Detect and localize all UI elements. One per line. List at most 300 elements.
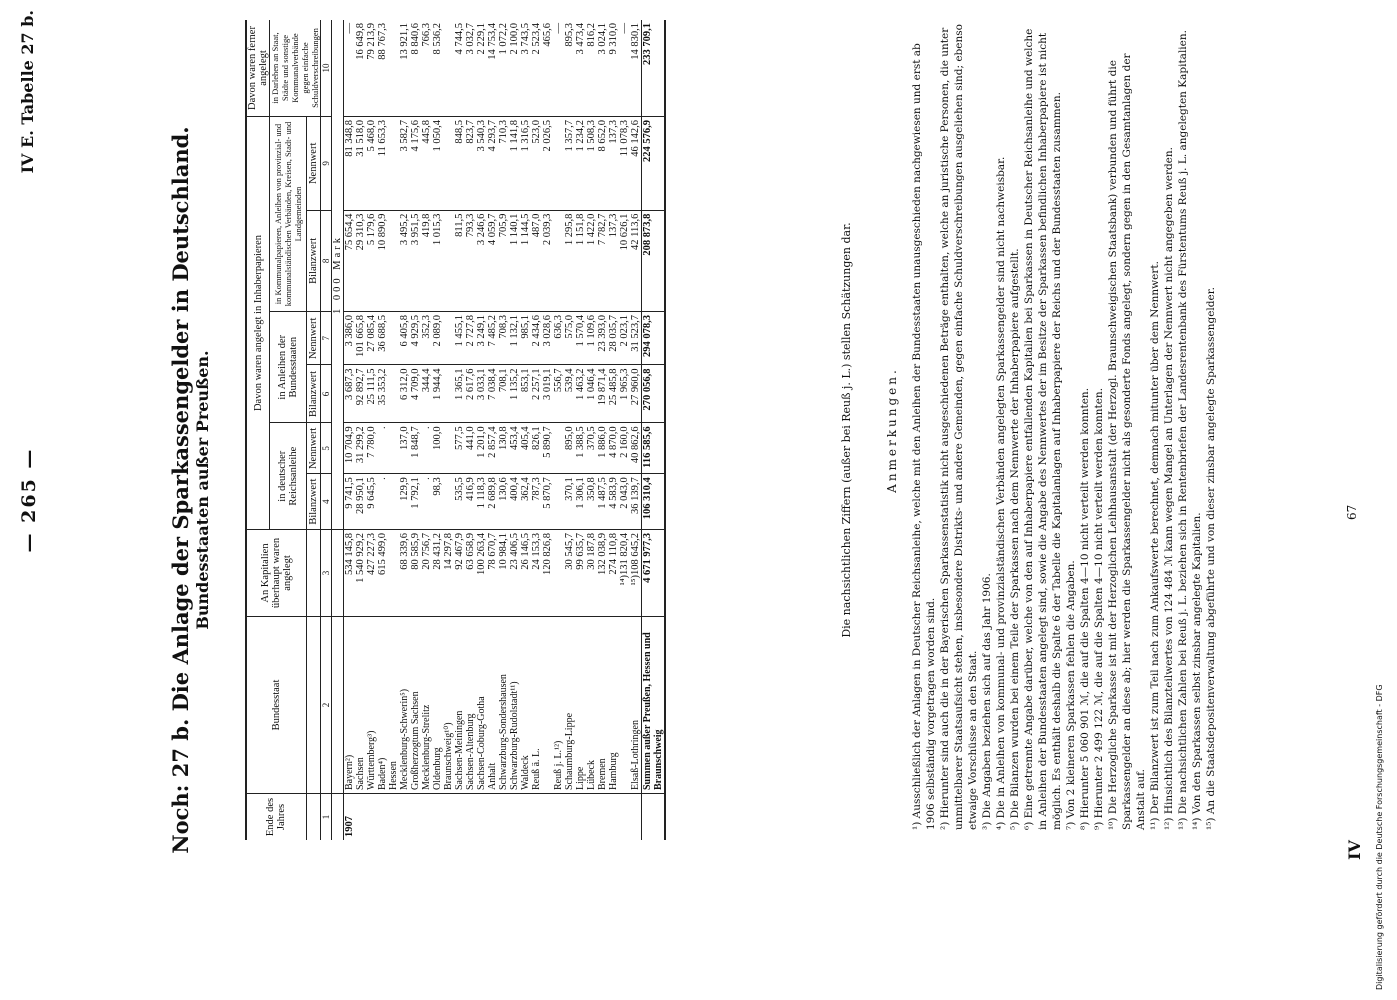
year-cell: 1907 bbox=[344, 816, 355, 837]
state-cell: Baden⁴) bbox=[377, 617, 388, 794]
col-number: 10 bbox=[321, 20, 332, 117]
value-cell: 708,1 bbox=[498, 365, 509, 423]
year-cell bbox=[597, 794, 608, 841]
value-cell: 2 617,6 bbox=[465, 365, 476, 423]
value-cell: 2 039,3 bbox=[542, 210, 553, 311]
col-number: 5 bbox=[321, 423, 332, 474]
value-cell: 615 499,0 bbox=[377, 530, 388, 617]
value-cell: 362,4 bbox=[520, 474, 531, 530]
col-number: 3 bbox=[321, 530, 332, 617]
value-cell: — bbox=[553, 20, 564, 117]
value-cell: 11 078,3 bbox=[619, 117, 630, 211]
value-cell bbox=[553, 530, 564, 617]
value-cell bbox=[388, 365, 399, 423]
value-cell: 4 929,5 bbox=[410, 312, 421, 365]
value-cell: 352,3 bbox=[421, 312, 432, 365]
value-cell: 3 246,6 bbox=[476, 210, 487, 311]
value-cell: 10 626,1 bbox=[619, 210, 630, 311]
value-cell: 100 263,4 bbox=[476, 530, 487, 617]
year-cell bbox=[355, 794, 366, 841]
value-cell: 78 670,7 bbox=[487, 530, 498, 617]
value-cell: 1 140,1 bbox=[509, 210, 520, 311]
value-cell: 1 132,1 bbox=[509, 312, 520, 365]
value-cell: 2 857,4 bbox=[487, 423, 498, 474]
year-cell bbox=[487, 794, 498, 841]
value-cell: 4 293,7 bbox=[487, 117, 498, 211]
value-cell bbox=[443, 312, 454, 365]
value-cell: 895,3 bbox=[564, 20, 575, 117]
state-cell: Reuß ä. L. bbox=[531, 617, 542, 794]
table-row bbox=[575, 20, 586, 840]
value-cell: 2 257,1 bbox=[531, 365, 542, 423]
value-cell: 137,3 bbox=[608, 117, 619, 211]
year-cell bbox=[608, 794, 619, 841]
sum-value-cell: 233 709,1 bbox=[642, 20, 666, 117]
table-row bbox=[630, 20, 642, 840]
table-row bbox=[377, 20, 388, 840]
state-cell: Anhalt bbox=[487, 617, 498, 794]
footnote: ¹²) Hinsichtlich des Bilanzteilwertes von 124 484 ℳ kann wegen Mangel an Unterlagen der Nennwert nicht angegeben werden. bbox=[1163, 147, 1175, 830]
page-number: — 265 — bbox=[18, 447, 40, 553]
value-cell: 88 767,3 bbox=[377, 20, 388, 117]
value-cell: 130,8 bbox=[498, 423, 509, 474]
table-row bbox=[564, 20, 575, 840]
value-cell: 2 689,8 bbox=[487, 474, 498, 530]
value-cell: 27 960,0 bbox=[630, 365, 642, 423]
value-cell: 30 187,8 bbox=[586, 530, 597, 617]
value-cell bbox=[443, 210, 454, 311]
value-cell: 5 870,7 bbox=[542, 474, 553, 530]
value-cell: 13 921,1 bbox=[399, 20, 410, 117]
col-state-header: Bundesstaat bbox=[246, 617, 306, 794]
value-cell: 8 840,6 bbox=[410, 20, 421, 117]
value-cell: 2 023,1 bbox=[619, 312, 630, 365]
value-cell: 1 570,4 bbox=[575, 312, 586, 365]
estimate-note: Die nachsichtlichen Ziffern (außer bei Reuß j. L.) stellen Schätzungen dar. bbox=[840, 222, 853, 638]
year-cell bbox=[432, 794, 443, 841]
value-cell: 4 870,0 bbox=[608, 423, 619, 474]
value-cell: 1 151,8 bbox=[575, 210, 586, 311]
nenn-label: Nennwert bbox=[306, 117, 320, 211]
value-cell: 350,8 bbox=[586, 474, 597, 530]
year-cell bbox=[465, 794, 476, 841]
value-cell: 2 100,0 bbox=[509, 20, 520, 117]
value-cell: 7 780,0 bbox=[366, 423, 377, 474]
value-cell: 793,3 bbox=[465, 210, 476, 311]
value-cell: 137,3 bbox=[608, 210, 619, 311]
value-cell: 46 142,6 bbox=[630, 117, 642, 211]
value-cell: 63 658,9 bbox=[465, 530, 476, 617]
col10-header: in Darlehen an Staat, Städte und sonstige Kommunalverbände gegen einfache Schuldverschreibungen bbox=[270, 20, 321, 117]
value-cell bbox=[388, 117, 399, 211]
year-cell bbox=[410, 794, 421, 841]
value-cell: 2 229,1 bbox=[476, 20, 487, 117]
value-cell: 27 085,4 bbox=[366, 312, 377, 365]
value-cell: 708,3 bbox=[498, 312, 509, 365]
footnote: ⁹) Hierunter 2 499 122 ℳ, die auf die Spalten 4—10 nicht verteilt werden konnten. bbox=[1093, 387, 1105, 830]
unit-label: 1 000 Mark bbox=[332, 20, 344, 530]
value-cell bbox=[443, 365, 454, 423]
value-cell: 816,2 bbox=[586, 20, 597, 117]
value-cell: 5 890,7 bbox=[542, 423, 553, 474]
table-row bbox=[619, 20, 630, 840]
value-cell: 1 050,4 bbox=[432, 117, 443, 211]
value-cell: 1 316,5 bbox=[520, 117, 531, 211]
value-cell: 400,4 bbox=[509, 474, 520, 530]
value-cell: 23 393,0 bbox=[597, 312, 608, 365]
table-row bbox=[597, 20, 608, 840]
value-cell: 1 944,4 bbox=[432, 365, 443, 423]
state-cell: Lippe bbox=[575, 617, 586, 794]
value-cell bbox=[443, 20, 454, 117]
value-cell: 5 179,6 bbox=[366, 210, 377, 311]
value-cell: 75 654,4 bbox=[344, 210, 356, 311]
sum-value-cell: 224 576,9 bbox=[642, 117, 666, 211]
year-cell bbox=[564, 794, 575, 841]
value-cell: 3 495,2 bbox=[399, 210, 410, 311]
value-cell: 710,3 bbox=[498, 117, 509, 211]
year-cell bbox=[520, 794, 531, 841]
value-cell: 20 756,7 bbox=[421, 530, 432, 617]
value-cell: 4 744,5 bbox=[454, 20, 465, 117]
state-cell: Bayern²) bbox=[344, 617, 356, 794]
year-cell bbox=[575, 794, 586, 841]
table-code: IV E. Tabelle 27 b. bbox=[18, 10, 37, 174]
sum-value-cell: 4 671 977,3 bbox=[642, 530, 666, 617]
value-cell: 465,6 bbox=[542, 20, 553, 117]
col-number: 7 bbox=[321, 312, 332, 365]
footnote: ¹³) Die nachsichtlichen Zahlen bei Reuß j. L. beziehen sich in Rentenbriefen der Landesrentenbank des Fürstentums Reuß j. L. angelegten Kapitalien. bbox=[1177, 30, 1189, 830]
state-cell: Elsaß-Lothringen bbox=[630, 617, 642, 794]
state-cell: Reuß j. L.¹²) bbox=[553, 617, 564, 794]
table-row bbox=[355, 20, 366, 840]
value-cell: 1 365,1 bbox=[454, 365, 465, 423]
table-row bbox=[608, 20, 619, 840]
value-cell: 14 830,1 bbox=[630, 20, 642, 117]
value-cell: 36 139,7 bbox=[630, 474, 642, 530]
value-cell: 823,7 bbox=[465, 117, 476, 211]
value-cell: 1 118,3 bbox=[476, 474, 487, 530]
value-cell: 1 388,5 bbox=[575, 423, 586, 474]
value-cell: 8 536,2 bbox=[432, 20, 443, 117]
state-cell: Schaumburg-Lippe bbox=[564, 617, 575, 794]
dfg-credit: Digitalisierung gefördert durch die Deutsche Forschungsgemeinschaft - DFG bbox=[1375, 684, 1384, 990]
value-cell: 16 649,8 bbox=[355, 20, 366, 117]
value-cell: 1 306,1 bbox=[575, 474, 586, 530]
value-cell: 2 043,0 bbox=[619, 474, 630, 530]
value-cell: — bbox=[619, 20, 630, 117]
state-cell: Württemberg³) bbox=[366, 617, 377, 794]
page-subtitle: Bundesstaaten außer Preußen. bbox=[193, 350, 212, 630]
value-cell: 848,5 bbox=[454, 117, 465, 211]
value-cell: 3 951,5 bbox=[410, 210, 421, 311]
value-cell: 3 687,3 bbox=[344, 365, 356, 423]
value-cell: 1 848,7 bbox=[410, 423, 421, 474]
value-cell: 9 645,5 bbox=[366, 474, 377, 530]
value-cell: 7 782,7 bbox=[597, 210, 608, 311]
value-cell: 1 508,3 bbox=[586, 117, 597, 211]
value-cell: 3 032,7 bbox=[465, 20, 476, 117]
value-cell: 9 310,0 bbox=[608, 20, 619, 117]
value-cell: ¹⁵)108 645,2 bbox=[630, 530, 642, 617]
value-cell: 556,7 bbox=[553, 365, 564, 423]
col-number: 4 bbox=[321, 474, 332, 530]
year-cell bbox=[642, 794, 666, 841]
bilanz-label: Bilanzwert bbox=[306, 365, 320, 423]
value-cell: 636,3 bbox=[553, 312, 564, 365]
value-cell: 3 582,7 bbox=[399, 117, 410, 211]
footnote: ¹⁰) Die Herzogliche Sparkasse ist mit der Herzoglichen Leihhausanstalt (der Herzogl. Braunschweigischen Staatsbank) verbunden und führt die Sparkassengelder an diese ab; hier werden die Sparkassengelder nicht als gesonderte Fonds angelegt, sondern gegen in den Gesamtanlagen der Anstalt auf. bbox=[1107, 53, 1147, 830]
value-cell: 1 463,2 bbox=[575, 365, 586, 423]
value-cell bbox=[388, 423, 399, 474]
table-row bbox=[388, 20, 399, 840]
footnote: ⁵) Die Bilanzen wurden bei einem Teile der Sparkassen nach dem Nennwerte der Inhaberpapiere aufgestellt. bbox=[1009, 248, 1021, 830]
sum-value-cell: 294 078,3 bbox=[642, 312, 666, 365]
value-cell: 453,4 bbox=[509, 423, 520, 474]
value-cell: 80 585,9 bbox=[410, 530, 421, 617]
value-cell: 1 135,2 bbox=[509, 365, 520, 423]
year-cell bbox=[498, 794, 509, 841]
state-cell: Mecklenburg-Strelitz bbox=[421, 617, 432, 794]
state-cell bbox=[542, 617, 553, 794]
table-row bbox=[432, 20, 443, 840]
state-cell: Großherzogtum Sachsen bbox=[410, 617, 421, 794]
value-cell: 81 348,8 bbox=[344, 117, 356, 211]
footnote: ⁴) Die in Anleihen von kommunal- und provinzialständischen Verbänden angelegten Sparkassengelder sind nicht nachweisbar. bbox=[995, 156, 1007, 830]
sum-row bbox=[642, 20, 666, 840]
value-cell: 416,9 bbox=[465, 474, 476, 530]
page-title: Noch: 27 b. Die Anlage der Sparkassengelder in Deutschland. bbox=[168, 126, 193, 854]
value-cell: 3 033,1 bbox=[476, 365, 487, 423]
state-cell: Sachsen-Altenburg bbox=[465, 617, 476, 794]
value-cell: 68 339,6 bbox=[399, 530, 410, 617]
value-cell: 1 886,0 bbox=[597, 423, 608, 474]
savings-table bbox=[245, 20, 666, 840]
table-row bbox=[443, 20, 454, 840]
table-row bbox=[487, 20, 498, 840]
footer-section: IV bbox=[1345, 840, 1364, 860]
year-cell bbox=[421, 794, 432, 841]
col-total-header: An Kapitalien überhaupt waren angelegt bbox=[246, 530, 306, 617]
value-cell: 370,5 bbox=[586, 423, 597, 474]
state-cell: Schwarzburg-Sondershausen bbox=[498, 617, 509, 794]
footnote: ⁶) Eine getrennte Angabe darüber, welche von den auf Inhaberpapiere entfallenden Kapitalien bei Sparkassen in Deutscher Reichsanleihe und welche in Anleihen der Bundesstaaten angelegt sind, sowie die Angabe des Nennwertes der im Besitze der Sparkassen befindlichen Inhaberpapiere ist nicht möglich. Es enthält deshalb die Spalte 6 der Tabelle die Kapitalanlagen auf Inhaberpapiere der Reichs und der Bundesstaaten zusammen. bbox=[1023, 28, 1063, 830]
value-cell: 2 523,4 bbox=[531, 20, 542, 117]
value-cell bbox=[553, 423, 564, 474]
state-cell: Sachsen-Coburg-Gotha bbox=[476, 617, 487, 794]
value-cell: 99 635,7 bbox=[575, 530, 586, 617]
col-number: 6 bbox=[321, 365, 332, 423]
col-state-loans-header: in Anleihen der Bundesstaaten bbox=[270, 312, 307, 423]
value-cell: 42 113,6 bbox=[630, 210, 642, 311]
value-cell bbox=[553, 210, 564, 311]
value-cell: 10 890,9 bbox=[377, 210, 388, 311]
value-cell bbox=[388, 530, 399, 617]
year-cell bbox=[553, 794, 564, 841]
value-cell bbox=[553, 474, 564, 530]
table-row bbox=[520, 20, 531, 840]
table-row bbox=[366, 20, 377, 840]
value-cell: 92 892,7 bbox=[355, 365, 366, 423]
table-row bbox=[421, 20, 432, 840]
value-cell: 853,1 bbox=[520, 365, 531, 423]
value-cell: 1 965,3 bbox=[619, 365, 630, 423]
year-cell bbox=[388, 794, 399, 841]
value-cell: 98,3 bbox=[432, 474, 443, 530]
table-row bbox=[553, 20, 564, 840]
year-cell bbox=[542, 794, 553, 841]
table-row bbox=[476, 20, 487, 840]
value-cell bbox=[388, 474, 399, 530]
value-cell: 7 038,4 bbox=[487, 365, 498, 423]
state-cell: Mecklenburg-Schwerin⁵) bbox=[399, 617, 410, 794]
value-cell: 10 984,1 bbox=[498, 530, 509, 617]
value-cell bbox=[388, 312, 399, 365]
sum-value-cell: 270 056,8 bbox=[642, 365, 666, 423]
value-cell: 1 201,0 bbox=[476, 423, 487, 474]
value-cell: 25 111,5 bbox=[366, 365, 377, 423]
state-cell: Bremen bbox=[597, 617, 608, 794]
value-cell: 539,4 bbox=[564, 365, 575, 423]
value-cell: 427 227,3 bbox=[366, 530, 377, 617]
footnote: ¹¹) Der Bilanzwert ist zum Teil nach zum Ankaufswerte berechnet, demnach mitunter über dem Nennwert. bbox=[1149, 261, 1161, 830]
value-cell: 487,0 bbox=[531, 210, 542, 311]
value-cell: 10 704,9 bbox=[344, 423, 356, 474]
value-cell bbox=[553, 117, 564, 211]
value-cell: 4 583,9 bbox=[608, 474, 619, 530]
value-cell: 23 406,5 bbox=[509, 530, 520, 617]
value-cell: 2 160,0 bbox=[619, 423, 630, 474]
value-cell: 25 485,8 bbox=[608, 365, 619, 423]
value-cell: 826,1 bbox=[531, 423, 542, 474]
year-cell bbox=[454, 794, 465, 841]
value-cell: 3 249,1 bbox=[476, 312, 487, 365]
value-cell: 26 146,5 bbox=[520, 530, 531, 617]
state-cell: Hamburg bbox=[608, 617, 619, 794]
value-cell: 6 405,8 bbox=[399, 312, 410, 365]
value-cell: 6 312,0 bbox=[399, 365, 410, 423]
value-cell: 535,5 bbox=[454, 474, 465, 530]
value-cell: 895,0 bbox=[564, 423, 575, 474]
year-cell bbox=[366, 794, 377, 841]
value-cell: 1 357,7 bbox=[564, 117, 575, 211]
value-cell: 1 455,1 bbox=[454, 312, 465, 365]
footnote: ²) Hierunter sind auch die in der Bayerischen Sparkassenstatistik nicht ausgeschiedenen Beträge enthalten, welche an juristische Personen, die unter unmittelbarer Staatsaufsicht stehen, insbesondere Distrikts- und andere Gemeinden, gegen einfache Schuldverschreibungen ausgeliehen sind; ebenso etwaige Vorschüsse an den Staat. bbox=[939, 24, 979, 830]
col10-top-header: Davon waren ferner angelegt bbox=[246, 20, 270, 117]
footnote: ³) Die Angaben beziehen sich auf das Jahr 1906. bbox=[981, 573, 993, 830]
value-cell: 811,5 bbox=[454, 210, 465, 311]
value-cell: 2 089,0 bbox=[432, 312, 443, 365]
year-cell bbox=[399, 794, 410, 841]
value-cell: 4 709,0 bbox=[410, 365, 421, 423]
footer-number: 67 bbox=[1345, 504, 1359, 520]
table-row bbox=[344, 20, 356, 840]
table-row bbox=[465, 20, 476, 840]
value-cell: 40 862,6 bbox=[630, 423, 642, 474]
state-cell: Schwarzburg-Rudolstadt¹¹) bbox=[509, 617, 520, 794]
value-cell: 2 727,8 bbox=[465, 312, 476, 365]
value-cell: 31 523,7 bbox=[630, 312, 642, 365]
value-cell: 8 652,0 bbox=[597, 117, 608, 211]
value-cell: 1 295,8 bbox=[564, 210, 575, 311]
col-number: 2 bbox=[321, 617, 332, 794]
value-cell: 534 145,8 bbox=[344, 530, 356, 617]
value-cell: 405,4 bbox=[520, 423, 531, 474]
bilanz-label: Bilanzwert bbox=[306, 474, 320, 530]
value-cell: 441,0 bbox=[465, 423, 476, 474]
value-cell: 35 353,2 bbox=[377, 365, 388, 423]
value-cell: 1 072,2 bbox=[498, 20, 509, 117]
sum-value-cell: 106 310,4 bbox=[642, 474, 666, 530]
value-cell: 11 653,3 bbox=[377, 117, 388, 211]
value-cell: 1 141,8 bbox=[509, 117, 520, 211]
value-cell: 101 665,8 bbox=[355, 312, 366, 365]
value-cell: 36 688,5 bbox=[377, 312, 388, 365]
footnote: ¹) Ausschließlich der Anlagen in Deutscher Reichsanleihe, welche mit den Anleihen der Bundesstaaten unausgeschieden nachgewiesen und erst ab 1906 selbständig vorgetragen worden sind. bbox=[911, 43, 937, 830]
year-cell bbox=[531, 794, 542, 841]
value-cell: 3 473,4 bbox=[575, 20, 586, 117]
value-cell: 7 485,2 bbox=[487, 312, 498, 365]
col-communal-header: in Kommunalpapieren, Anleihen von provinzial- und kommunalständischen Verbänden, Kreisen, Stadt- und Landgemeinden bbox=[270, 117, 307, 312]
table-row bbox=[531, 20, 542, 840]
state-cell: Hessen bbox=[388, 617, 399, 794]
table-row bbox=[498, 20, 509, 840]
value-cell: — bbox=[344, 20, 356, 117]
value-cell: 2 026,5 bbox=[542, 117, 553, 211]
value-cell: 3 540,3 bbox=[476, 117, 487, 211]
value-cell: 14 297,8 bbox=[443, 530, 454, 617]
value-cell: 28 431,2 bbox=[432, 530, 443, 617]
value-cell: 1 540 929,2 bbox=[355, 530, 366, 617]
nenn-label: Nennwert bbox=[306, 423, 320, 474]
col-year-header: Ende des Jahres bbox=[246, 794, 306, 841]
value-cell: 5 468,0 bbox=[366, 117, 377, 211]
footnote: ¹⁴) Von den Sparkassen selbst zinsbar angelegte Kapitalien. bbox=[1191, 512, 1203, 830]
value-cell bbox=[443, 474, 454, 530]
notes-heading: Anmerkungen. bbox=[885, 367, 899, 493]
value-cell: 419,8 bbox=[421, 210, 432, 311]
footnote: ¹⁵) An die Staatsdepositenverwaltung abgeführte und von dieser zinsbar angelegte Sparkassengelder. bbox=[1205, 287, 1217, 830]
value-cell: 1 109,6 bbox=[586, 312, 597, 365]
value-cell: 985,1 bbox=[520, 312, 531, 365]
value-cell: . bbox=[377, 423, 388, 474]
value-cell: 3 028,6 bbox=[542, 312, 553, 365]
table-row bbox=[509, 20, 520, 840]
value-cell: 1 046,4 bbox=[586, 365, 597, 423]
value-cell: 1 422,0 bbox=[586, 210, 597, 311]
col-number: 8 bbox=[321, 210, 332, 311]
state-cell: Sachsen-Meiningen bbox=[454, 617, 465, 794]
value-cell: 100,0 bbox=[432, 423, 443, 474]
state-cell: Braunschweig¹⁰) bbox=[443, 617, 454, 794]
bilanz-label: Bilanzwert bbox=[306, 210, 320, 311]
value-cell: 28 035,7 bbox=[608, 312, 619, 365]
value-cell: 2 434,6 bbox=[531, 312, 542, 365]
value-cell: 92 467,9 bbox=[454, 530, 465, 617]
value-cell: 1 015,3 bbox=[432, 210, 443, 311]
value-cell: 30 545,7 bbox=[564, 530, 575, 617]
value-cell: 3 743,5 bbox=[520, 20, 531, 117]
value-cell: 120 826,8 bbox=[542, 530, 553, 617]
value-cell: 523,0 bbox=[531, 117, 542, 211]
value-cell: 31 518,0 bbox=[355, 117, 366, 211]
value-cell bbox=[443, 117, 454, 211]
value-cell bbox=[388, 210, 399, 311]
state-cell: Waldeck bbox=[520, 617, 531, 794]
value-cell bbox=[388, 20, 399, 117]
table-row bbox=[410, 20, 421, 840]
value-cell: 705,9 bbox=[498, 210, 509, 311]
